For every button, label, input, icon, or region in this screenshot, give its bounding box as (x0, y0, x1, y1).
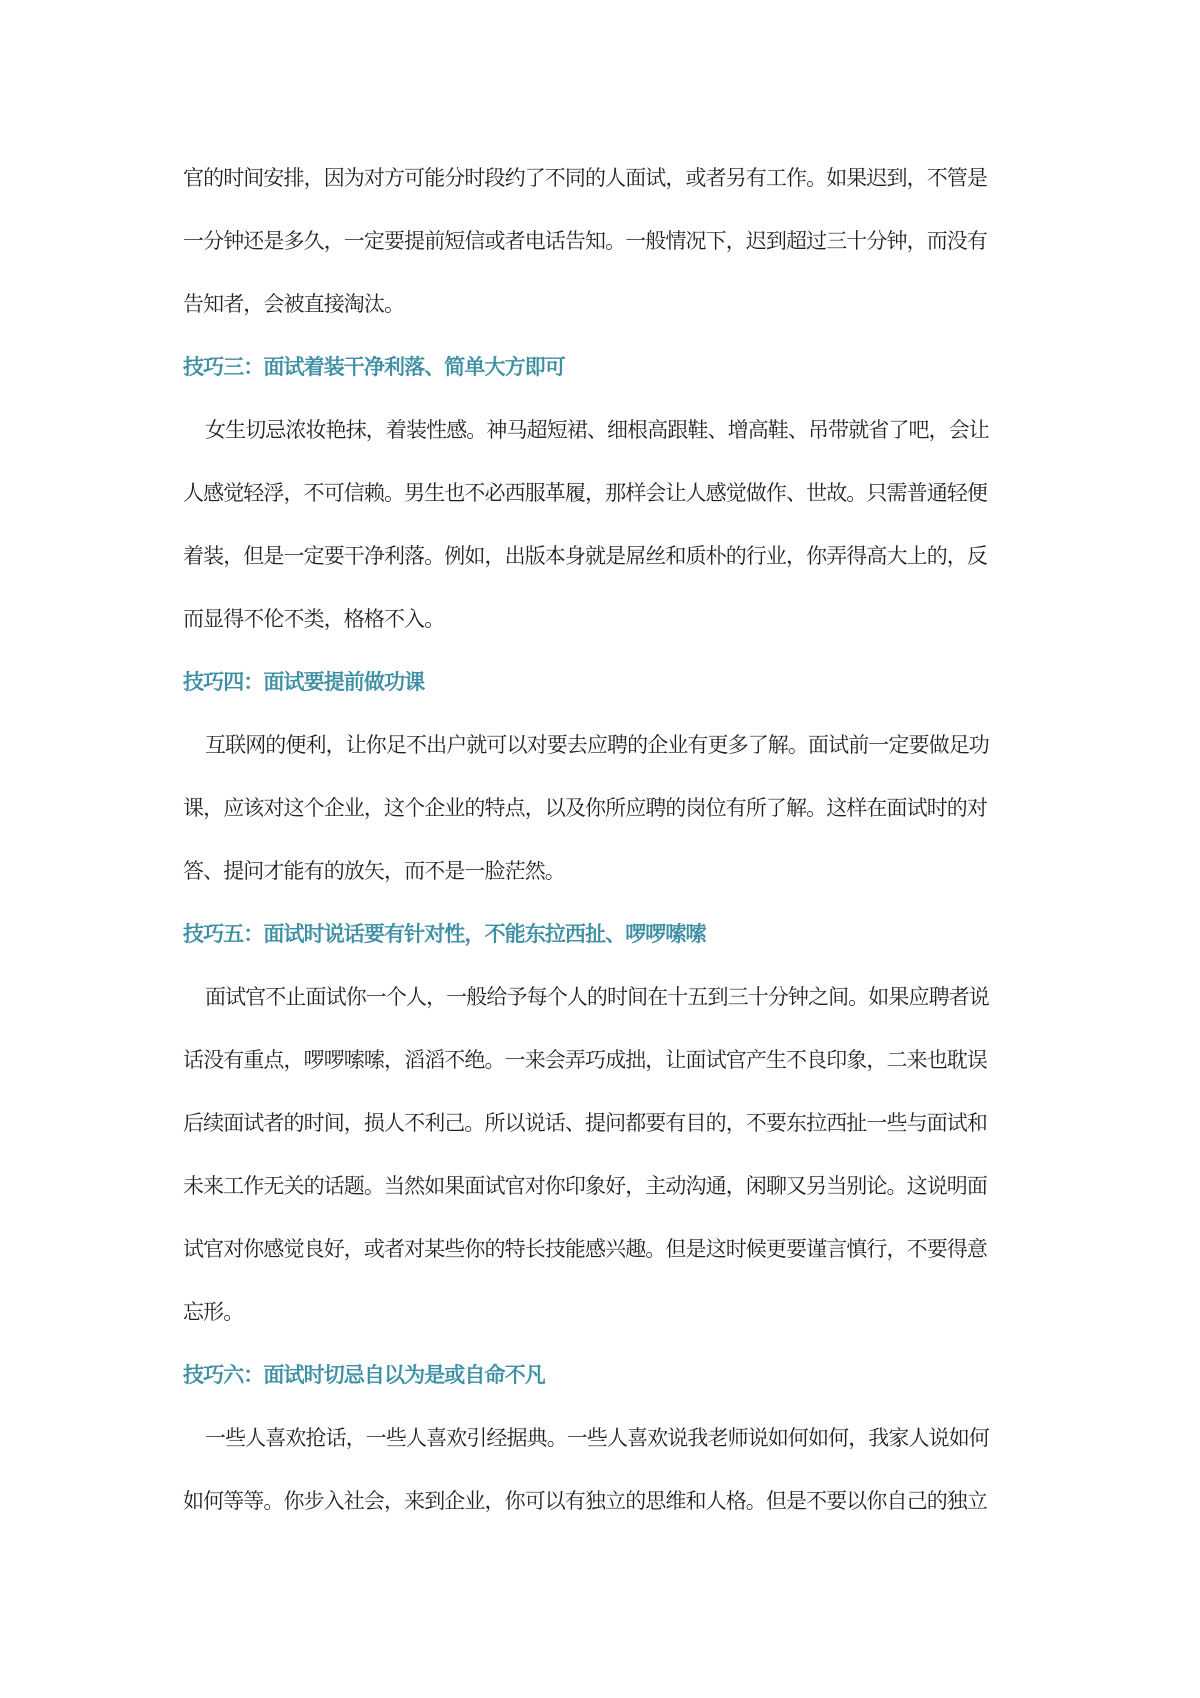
paragraph-line: 女生切忌浓妆艳抹，着装性感。神马超短裙、细根高跟鞋、增高鞋、吊带就省了吧，会让 (205, 418, 989, 442)
section-heading-tip-6: 技巧六：面试时切忌自以为是或自命不凡 (183, 1363, 545, 1387)
paragraph-line: 课，应该对这个企业，这个企业的特点，以及你所应聘的岗位有所了解。这样在面试时的对 (183, 796, 987, 820)
paragraph-line: 互联网的便利，让你足不出户就可以对要去应聘的企业有更多了解。面试前一定要做足功 (205, 733, 989, 757)
paragraph-line: 告知者，会被直接淘汰。 (183, 292, 405, 316)
section-heading-tip-5: 技巧五：面试时说话要有针对性，不能东拉西扯、啰啰嗦嗦 (183, 922, 706, 946)
paragraph-line: 一些人喜欢抢话，一些人喜欢引经据典。一些人喜欢说我老师说如何如何，我家人说如何 (205, 1426, 989, 1450)
section-heading-tip-4: 技巧四：面试要提前做功课 (183, 670, 425, 694)
paragraph-line: 而显得不伦不类，格格不入。 (183, 607, 445, 631)
section-heading-tip-3: 技巧三：面试着装干净利落、简单大方即可 (183, 355, 565, 379)
paragraph-line: 面试官不止面试你一个人，一般给予每个人的时间在十五到三十分钟之间。如果应聘者说 (205, 985, 989, 1009)
paragraph-line: 后续面试者的时间，损人不利己。所以说话、提问都要有目的，不要东拉西扯一些与面试和 (183, 1111, 987, 1135)
paragraph-line: 未来工作无关的话题。当然如果面试官对你印象好，主动沟通，闲聊又另当别论。这说明面 (183, 1174, 987, 1198)
paragraph-line: 话没有重点，啰啰嗦嗦，滔滔不绝。一来会弄巧成拙，让面试官产生不良印象，二来也耽误 (183, 1048, 987, 1072)
paragraph-line: 一分钟还是多久，一定要提前短信或者电话告知。一般情况下，迟到超过三十分钟，而没有 (183, 229, 987, 253)
paragraph-line: 官的时间安排，因为对方可能分时段约了不同的人面试，或者另有工作。如果迟到，不管是 (183, 166, 987, 190)
paragraph-line: 如何等等。你步入社会，来到企业，你可以有独立的思维和人格。但是不要以你自己的独立 (183, 1489, 987, 1513)
paragraph-line: 试官对你感觉良好，或者对某些你的特长技能感兴趣。但是这时候更要谨言慎行，不要得意 (183, 1237, 987, 1261)
paragraph-line: 答、提问才能有的放矢，而不是一脸茫然。 (183, 859, 565, 883)
paragraph-line: 忘形。 (183, 1300, 244, 1324)
paragraph-line: 人感觉轻浮，不可信赖。男生也不必西服革履，那样会让人感觉做作、世故。只需普通轻便 (183, 481, 987, 505)
paragraph-line: 着装，但是一定要干净利落。例如，出版本身就是屌丝和质朴的行业，你弄得高大上的，反 (183, 544, 987, 568)
